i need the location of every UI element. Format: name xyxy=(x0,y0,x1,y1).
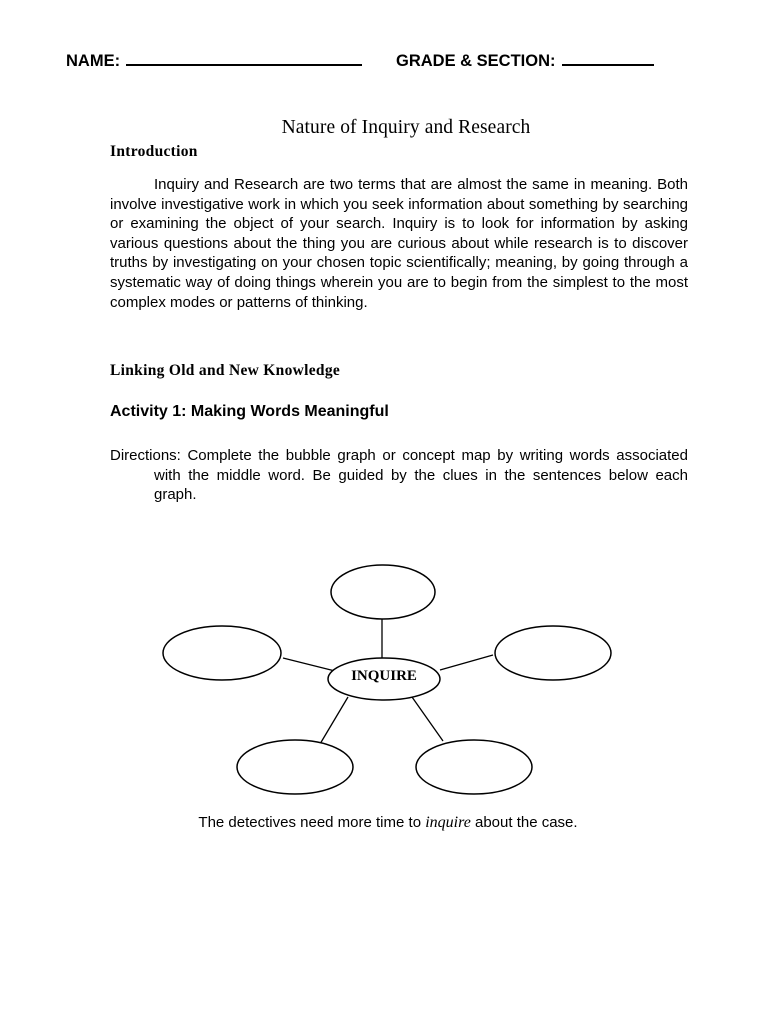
bubble-bottom-right[interactable] xyxy=(416,740,532,794)
bubble-right[interactable] xyxy=(495,626,611,680)
grade-section-label: GRADE & SECTION: xyxy=(396,52,556,70)
connector-bottom-right xyxy=(412,697,443,741)
grade-section-blank[interactable] xyxy=(562,50,654,66)
bubble-bottom-left[interactable] xyxy=(237,740,353,794)
page-title: Nature of Inquiry and Research xyxy=(281,117,531,138)
center-word: INQUIRE xyxy=(351,668,417,684)
directions-text: Directions: Complete the bubble graph or concept map by writing words associated with the middle word. Be guided by the clues in the sentences below each graph. xyxy=(110,447,688,504)
student-info-header xyxy=(66,50,706,76)
connector-bottom-left xyxy=(320,697,348,744)
sentence-end: about the case. xyxy=(470,814,578,831)
sentence-keyword: inquire xyxy=(425,814,471,831)
bubble-graph xyxy=(150,560,630,810)
bubble-left[interactable] xyxy=(163,626,281,680)
connector-left xyxy=(283,658,335,671)
grade-section-field xyxy=(396,50,654,71)
name-field xyxy=(66,50,362,71)
introduction-paragraph: Inquiry and Research are two terms that are almost the same in meaning. Both involve investigative work in which you seek information about something by searching or examining the object of your search. Inquiry is to look for information by asking various questions about the thing you are curious about while research is to discover truths by investigating on your chosen topic scientifically; meaning, by going through a systematic way of doing things wherein you are to begin from the simplest to the most complex modes or patterns of thinking. xyxy=(110,176,688,311)
bubble-top[interactable] xyxy=(331,565,435,619)
sentence-start: The detectives need more time to xyxy=(198,814,426,831)
introduction-heading: Introduction xyxy=(110,143,198,160)
linking-heading: Linking Old and New Knowledge xyxy=(110,362,341,379)
activity-heading: Activity 1: Making Words Meaningful xyxy=(110,403,389,420)
example-sentence xyxy=(0,814,768,832)
name-blank[interactable] xyxy=(126,50,362,66)
name-label: NAME: xyxy=(66,52,121,70)
connector-right xyxy=(440,655,493,670)
